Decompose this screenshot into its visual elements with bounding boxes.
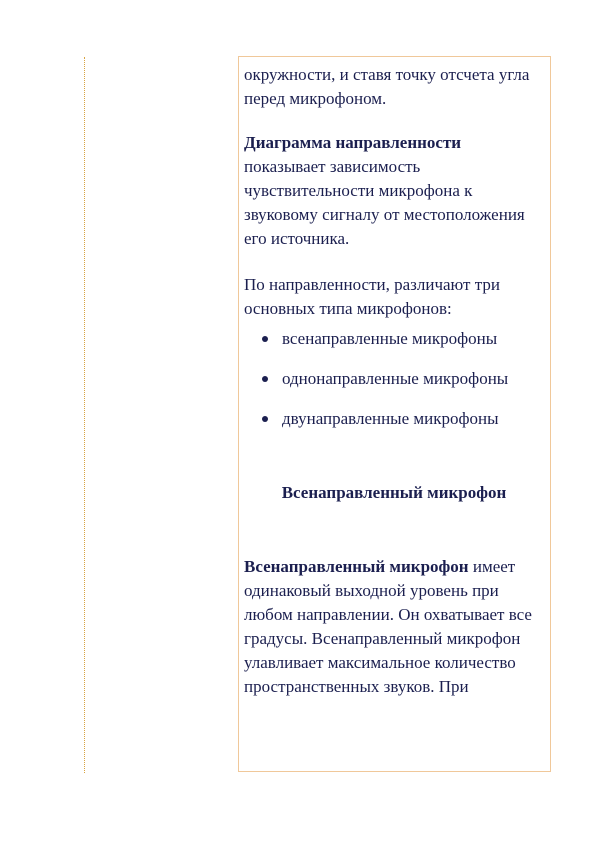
text-frame [238,56,551,772]
paragraph-types-intro: По направленности, различают три основных типа микрофонов: [244,275,500,318]
bullet-icon [262,376,268,382]
list-item: двунаправленные микрофоны [244,407,544,447]
paragraph-omnidirectional [244,555,544,699]
section-heading: Всенаправленный микрофон [281,483,507,502]
list-item: однонаправленные микрофоны [244,367,544,407]
left-margin-rule [84,57,85,773]
document-body [244,63,544,699]
term-polar-pattern: Диаграмма направленности [244,133,462,152]
bullet-icon [262,416,268,422]
paragraph-polar-pattern [244,131,544,251]
polar-pattern-definition: показывает зависимость чувствительности микрофона к звуковому сигналу от местоположения его источника. [244,157,525,248]
microphone-types-list [244,327,544,447]
paragraph-continued: окружности, и ставя точку отсчета угла перед микрофоном. [244,65,530,108]
bullet-icon [262,336,268,342]
omnidirectional-definition: имеет одинаковый выходной уровень при любом направлении. Он охватывает все градусы. Всенаправленный микрофон улавливает максимальное количество пространственных звуков. При [244,557,532,696]
term-omnidirectional: Всенаправленный микрофон [244,557,469,576]
list-item: всенаправленные микрофоны [244,327,544,367]
